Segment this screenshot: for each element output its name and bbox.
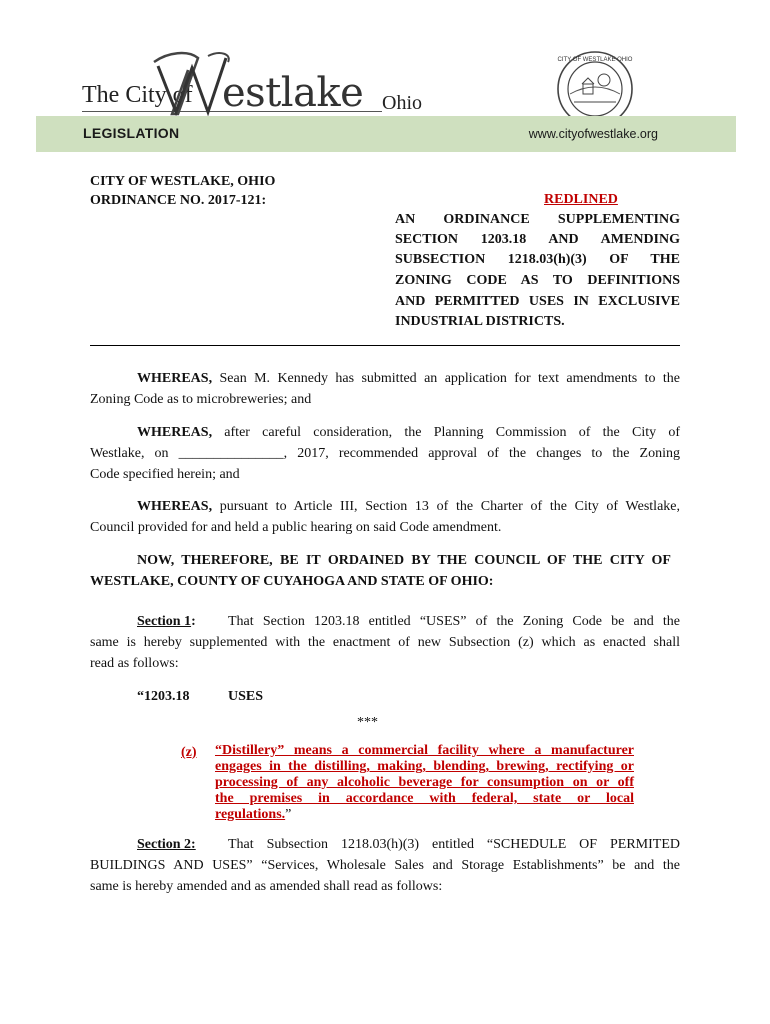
- separator-rule: [90, 345, 680, 346]
- section-1-line3: read as follows:: [90, 656, 179, 671]
- whereas-3-line1: [137, 497, 680, 517]
- section-1-line1: That Section 1203.18 entitled “USES” of the Zoning Code be and the: [228, 614, 680, 629]
- whereas-2-line2: Westlake, on _______________, 2017, recommended approval of the changes to the Zoning: [90, 446, 680, 461]
- title-line: SECTION 1203.18 AND AMENDING: [395, 232, 680, 247]
- redlined-label: REDLINED: [544, 192, 618, 207]
- subsection-z-label: (z): [181, 745, 197, 760]
- subsection-z-line: the premises in accordance with federal, state or local: [215, 791, 634, 806]
- closing-quote: ”: [285, 807, 292, 822]
- title-line: SUBSECTION 1218.03(h)(3) OF THE: [395, 252, 680, 267]
- title-line: ZONING CODE AS TO DEFINITIONS: [395, 273, 680, 288]
- whereas-1-line2: Zoning Code as to microbreweries; and: [90, 392, 312, 407]
- section-1-colon: :: [191, 614, 196, 629]
- whereas-label: WHEREAS,: [137, 371, 213, 386]
- ordained-line1: NOW, THEREFORE, BE IT ORDAINED BY THE COUNCIL OF THE CITY OF: [137, 553, 671, 568]
- omission-asterisks: ***: [357, 715, 378, 730]
- section-2-label: Section 2:: [137, 837, 196, 852]
- website-link[interactable]: www.cityofwestlake.org: [528, 127, 658, 141]
- subsection-z-line: “Distillery” means a commercial facility where a manufacturer: [215, 743, 634, 758]
- whereas-1-line1: [137, 369, 680, 389]
- subsection-z-text: regulations.: [215, 807, 286, 822]
- section-1-label: [137, 612, 196, 632]
- legislation-band: [36, 116, 736, 152]
- letterhead: [0, 0, 770, 160]
- whereas-text: after careful consideration, the Planning Commission of the City of: [212, 425, 680, 440]
- subsection-z-line: engages in the distilling, making, blending, brewing, rectifying or: [215, 759, 634, 774]
- quoted-section-number: “1203.18: [137, 689, 190, 704]
- title-line: AN ORDINANCE SUPPLEMENTING: [395, 212, 680, 227]
- whereas-label: WHEREAS,: [137, 499, 213, 514]
- section-1-line2: same is hereby supplemented with the enactment of new Subsection (z) which as enacted shall: [90, 635, 680, 650]
- whereas-2-line3: Code specified herein; and: [90, 467, 240, 482]
- city-heading: CITY OF WESTLAKE, OHIO: [90, 174, 276, 189]
- whereas-2-line1: [137, 423, 680, 443]
- whereas-text: Sean M. Kennedy has submitted an application for text amendments to the: [212, 371, 680, 386]
- section-1-heading: Section 1: [137, 614, 192, 629]
- section-2-line2: BUILDINGS AND USES” “Services, Wholesale Sales and Storage Establishments” be and the: [90, 858, 680, 873]
- title-line: INDUSTRIAL DISTRICTS.: [395, 314, 565, 329]
- the-city-of-text: The City of: [82, 82, 193, 108]
- section-2-line3: same is hereby amended and as amended shall read as follows:: [90, 879, 443, 894]
- title-line: AND PERMITTED USES IN EXCLUSIVE: [395, 294, 680, 309]
- seal-top-text: CITY OF WESTLAKE OHIO: [557, 57, 633, 63]
- section-2-line1: That Subsection 1218.03(h)(3) entitled “SCHEDULE OF PERMITED: [228, 837, 680, 852]
- legislation-label: LEGISLATION: [83, 125, 180, 141]
- whereas-text: pursuant to Article III, Section 13 of the Charter of the City of Westlake,: [212, 499, 680, 514]
- ordinance-number: ORDINANCE NO. 2017-121:: [90, 193, 267, 208]
- ohio-text: Ohio: [382, 92, 422, 114]
- subsection-z-line: processing of any alcoholic beverage for consumption on or off: [215, 775, 634, 790]
- westlake-wordmark-text: estlake: [222, 70, 364, 116]
- whereas-3-line2: Council provided for and held a public hearing on said Code amendment.: [90, 520, 502, 535]
- whereas-label: WHEREAS,: [137, 425, 213, 440]
- ordained-line2: WESTLAKE, COUNTY OF CUYAHOGA AND STATE OF OHIO:: [90, 574, 494, 589]
- subsection-z-line-last: [215, 807, 291, 823]
- quoted-section-title: USES: [228, 689, 264, 704]
